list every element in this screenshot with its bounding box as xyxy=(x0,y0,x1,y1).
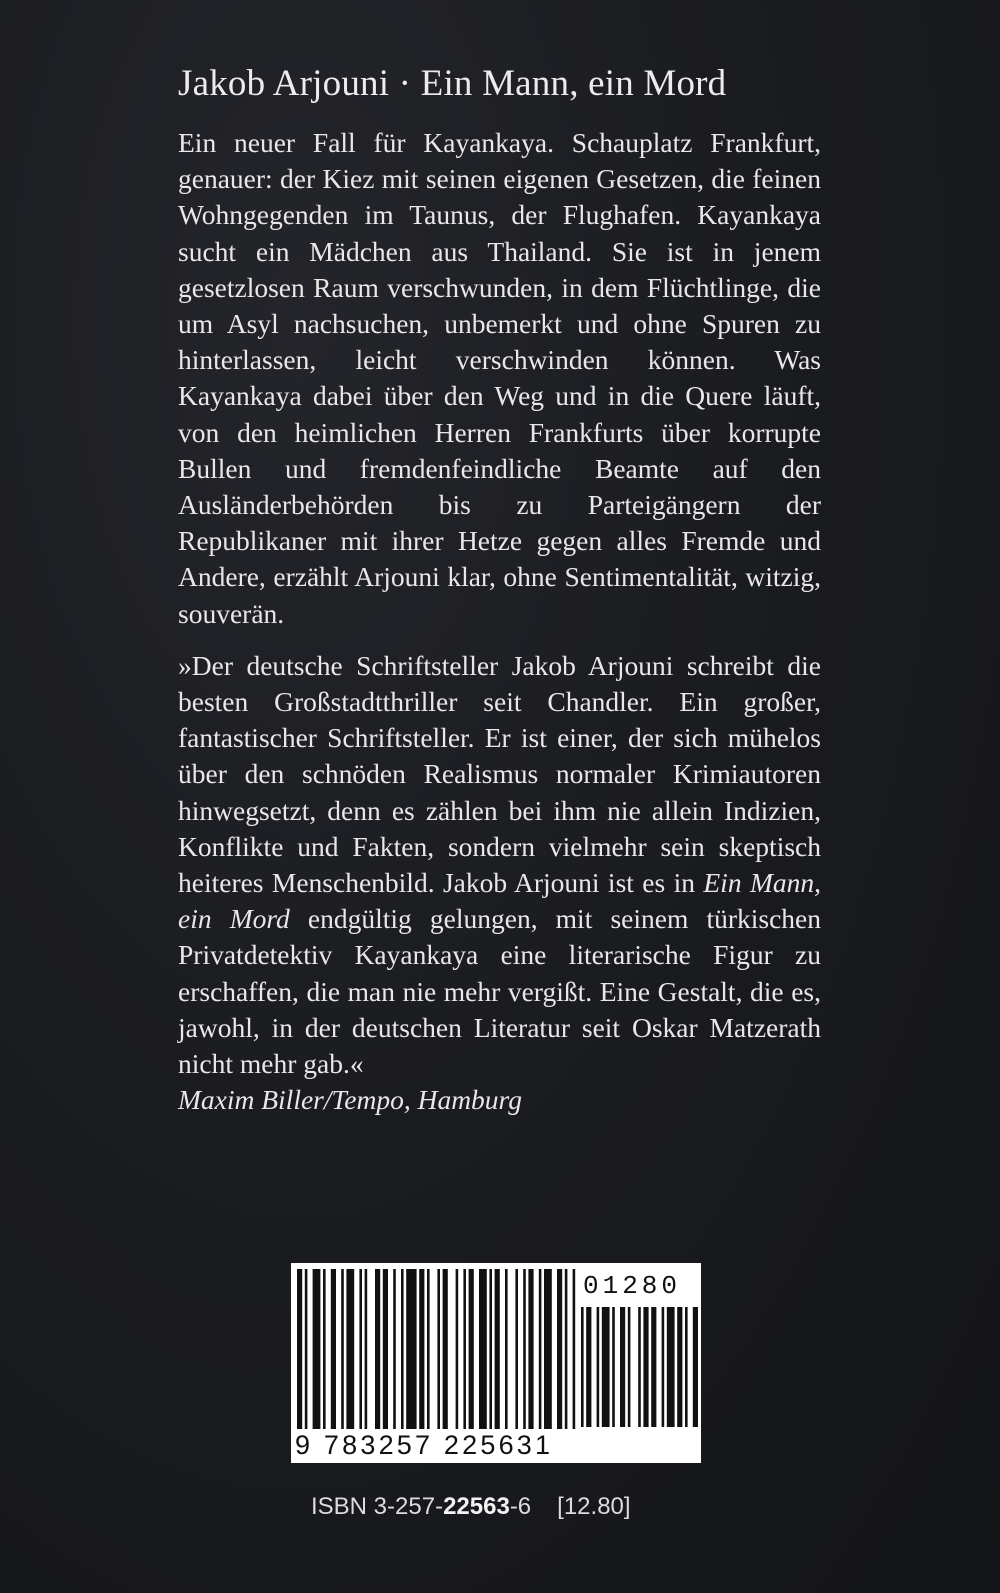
barcode-bar xyxy=(528,1269,533,1429)
barcode-bar xyxy=(495,1269,500,1429)
isbn-suffix: -6 xyxy=(509,1493,532,1520)
barcode-bar xyxy=(463,1269,466,1429)
barcode-addon-bar xyxy=(602,1307,610,1427)
quote-text-part1: »Der deutsche Schriftsteller Jakob Arjouni schreibt die besten Großstadtthriller seit Chandler. Ein großer, fantastischer Schriftsteller. Er ist einer, der sich mühelos über den schnöden Realismus normaler Krimiautoren hinwegsetzt, denn es zählen bei ihm nie allein Indizien, Konflikte und Fakten, sondern vielmehr sein skeptisch heiteres Menschenbild. Jakob Arjouni ist es in xyxy=(178,649,821,899)
barcode-bar xyxy=(359,1269,362,1429)
barcode-bar xyxy=(393,1269,396,1429)
book-title: Jakob Arjouni · Ein Mann, ein Mord xyxy=(178,63,727,104)
barcode-bar xyxy=(365,1269,368,1429)
barcode-bar xyxy=(313,1269,321,1429)
barcode-bar xyxy=(539,1269,542,1429)
barcode-bar xyxy=(427,1269,430,1429)
barcode-addon-bar xyxy=(693,1307,698,1427)
isbn-bold-number: 22563 xyxy=(443,1493,510,1520)
blurb-text xyxy=(178,125,821,1118)
barcode-bar xyxy=(437,1269,440,1429)
barcode-bar xyxy=(331,1269,336,1429)
barcode-bar xyxy=(544,1269,552,1429)
barcode-bar xyxy=(479,1269,487,1429)
barcode-digits: 9 783257 225631 xyxy=(295,1430,554,1460)
barcode-addon-bar xyxy=(620,1307,625,1427)
barcode-bar xyxy=(489,1269,492,1429)
barcode-bar xyxy=(515,1269,518,1429)
barcode-bar xyxy=(401,1269,404,1429)
quote-text-part2: endgültig gelungen, mit seinem türkischen Privatdetektiv Kayankaya eine literarische Figur zu erschaffen, die man nie mehr vergißt. Eine Gestalt, die es, jawohl, in der deutschen Literatur seit Oskar Matzerath nicht mehr gab.« xyxy=(178,903,822,1080)
barcode-bar xyxy=(505,1269,508,1429)
barcode-bar xyxy=(557,1269,562,1429)
barcode-addon-bar xyxy=(643,1307,648,1427)
barcode-bar xyxy=(305,1269,308,1429)
barcode-addon-bar xyxy=(612,1307,615,1427)
barcode-addon-bar xyxy=(651,1307,656,1427)
review-quote xyxy=(178,648,821,1119)
barcode-label xyxy=(291,1263,701,1463)
barcode-bar xyxy=(523,1269,526,1429)
barcode-addon-bar xyxy=(628,1307,631,1427)
barcode-addon-bar xyxy=(662,1307,665,1427)
quote-book-title: Ein Mann, ein Mord xyxy=(178,867,821,935)
barcode-bar xyxy=(406,1269,416,1429)
quote-attribution: Maxim Biller/Tempo, Hamburg xyxy=(178,1084,522,1116)
isbn-price: [12.80] xyxy=(557,1493,631,1520)
barcode-price-code: 01280 xyxy=(582,1271,681,1301)
barcode-bar xyxy=(375,1269,380,1429)
barcode-addon-bar xyxy=(677,1307,682,1427)
barcode-bar xyxy=(419,1269,424,1429)
barcode-bar xyxy=(469,1269,474,1429)
barcode-bar xyxy=(383,1269,388,1429)
barcode-bar xyxy=(443,1269,448,1429)
description-paragraph: Ein neuer Fall für Kayankaya. Schauplatz Frankfurt, genauer: der Kiez mit seinen eigenen Gesetzen, die feinen Wohngegenden im Taunus, der Flughafen. Kayankaya sucht ein Mädchen aus Thailand. Sie ist in jenem gesetzlosen Raum verschwunden, in dem Flüchtlinge, die um Asyl nachsuchen, unbemerkt und ohne Spuren zu hinterlassen, leicht verschwinden können. Was Kayankaya dabei über den Weg und in die Quere läuft, von den heimlichen Herren Frankfurts über korrupte Bullen und fremdenfeindliche Beamte auf den Ausländerbehörden bis zu Parteigängern der Republikaner mit ihrer Hetze gegen alles Fremde und Andere, erzählt Arjouni klar, ohne Sentimentalität, witzig, souverän. xyxy=(178,127,821,629)
barcode-addon-bar xyxy=(581,1307,584,1427)
barcode-bar xyxy=(341,1269,344,1429)
barcode-bar xyxy=(346,1269,354,1429)
barcode-bar xyxy=(573,1269,576,1429)
barcode-bar xyxy=(456,1269,459,1429)
barcode-addon-bar xyxy=(638,1307,641,1427)
barcode-addon-bar xyxy=(586,1307,591,1427)
barcode-bar xyxy=(323,1269,326,1429)
isbn-line xyxy=(311,1493,631,1521)
barcode-bar xyxy=(565,1269,568,1429)
barcode-addon-bar xyxy=(597,1307,600,1427)
barcode-addon-bar xyxy=(685,1307,688,1427)
isbn-prefix: ISBN 3-257- xyxy=(311,1493,444,1520)
barcode-addon-bar xyxy=(667,1307,675,1427)
barcode-bar xyxy=(297,1269,302,1429)
